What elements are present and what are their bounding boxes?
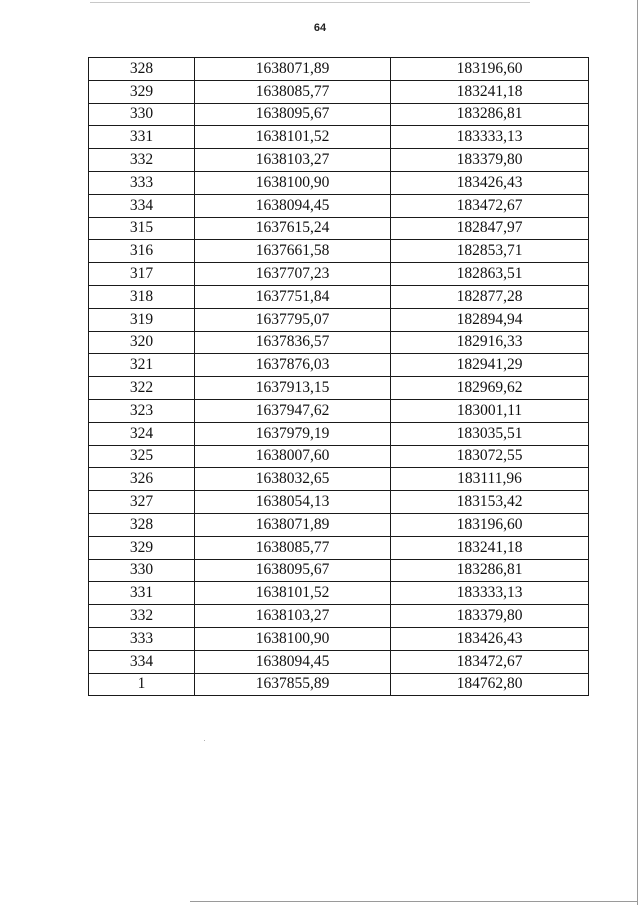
table-row (89, 377, 589, 400)
x-coordinate-cell: 1638071,89 (195, 513, 391, 536)
x-coordinate-cell: 1638032,65 (195, 468, 391, 491)
table-row (89, 513, 589, 536)
y-coordinate-cell: 183111,96 (391, 468, 589, 491)
point-number-cell: 331 (89, 582, 195, 605)
point-number-cell: 315 (89, 217, 195, 240)
x-coordinate-cell: 1638101,52 (195, 582, 391, 605)
y-coordinate-cell: 183426,43 (391, 171, 589, 194)
x-coordinate-cell: 1638095,67 (195, 103, 391, 126)
table-row (89, 627, 589, 650)
x-coordinate-cell: 1638094,45 (195, 650, 391, 673)
table-row (89, 240, 589, 263)
x-coordinate-cell: 1637979,19 (195, 422, 391, 445)
table-row (89, 263, 589, 286)
x-coordinate-cell: 1638094,45 (195, 194, 391, 217)
table-row (89, 308, 589, 331)
x-coordinate-cell: 1638007,60 (195, 445, 391, 468)
table-row (89, 582, 589, 605)
y-coordinate-cell: 183196,60 (391, 58, 589, 81)
y-coordinate-cell: 183241,18 (391, 80, 589, 103)
table-row (89, 491, 589, 514)
y-coordinate-cell: 183241,18 (391, 536, 589, 559)
y-coordinate-cell: 183001,11 (391, 399, 589, 422)
point-number-cell: 334 (89, 650, 195, 673)
point-number-cell: 319 (89, 308, 195, 331)
point-number-cell: 317 (89, 263, 195, 286)
x-coordinate-cell: 1638071,89 (195, 58, 391, 81)
table-row (89, 103, 589, 126)
table-row (89, 468, 589, 491)
page-number: 64 (313, 22, 327, 34)
y-coordinate-cell: 182847,97 (391, 217, 589, 240)
point-number-cell: 328 (89, 58, 195, 81)
x-coordinate-cell: 1637855,89 (195, 673, 391, 696)
point-number-cell: 332 (89, 149, 195, 172)
y-coordinate-cell: 184762,80 (391, 673, 589, 696)
x-coordinate-cell: 1638103,27 (195, 149, 391, 172)
y-coordinate-cell: 183472,67 (391, 194, 589, 217)
point-number-cell: 333 (89, 171, 195, 194)
table-row (89, 285, 589, 308)
table-row (89, 354, 589, 377)
point-number-cell: 322 (89, 377, 195, 400)
table-row (89, 399, 589, 422)
table-row (89, 650, 589, 673)
x-coordinate-cell: 1638101,52 (195, 126, 391, 149)
x-coordinate-cell: 1637707,23 (195, 263, 391, 286)
scan-edge-bottom (190, 901, 637, 902)
scan-edge-right (637, 0, 638, 905)
table-row (89, 673, 589, 696)
table-row (89, 149, 589, 172)
point-number-cell: 334 (89, 194, 195, 217)
table-row (89, 194, 589, 217)
x-coordinate-cell: 1638100,90 (195, 171, 391, 194)
table-row (89, 80, 589, 103)
coordinates-table-body (89, 58, 589, 696)
y-coordinate-cell: 183153,42 (391, 491, 589, 514)
point-number-cell: 330 (89, 559, 195, 582)
table-row (89, 536, 589, 559)
y-coordinate-cell: 182877,28 (391, 285, 589, 308)
y-coordinate-cell: 182969,62 (391, 377, 589, 400)
point-number-cell: 329 (89, 536, 195, 559)
x-coordinate-cell: 1638054,13 (195, 491, 391, 514)
point-number-cell: 320 (89, 331, 195, 354)
point-number-cell: 324 (89, 422, 195, 445)
table-row (89, 559, 589, 582)
coordinates-table (88, 57, 589, 696)
point-number-cell: 1 (89, 673, 195, 696)
scan-edge-top (90, 2, 530, 3)
y-coordinate-cell: 183379,80 (391, 149, 589, 172)
x-coordinate-cell: 1638103,27 (195, 605, 391, 628)
table-row (89, 445, 589, 468)
y-coordinate-cell: 182894,94 (391, 308, 589, 331)
point-number-cell: 329 (89, 80, 195, 103)
table-row (89, 171, 589, 194)
x-coordinate-cell: 1637876,03 (195, 354, 391, 377)
x-coordinate-cell: 1638100,90 (195, 627, 391, 650)
table-row (89, 422, 589, 445)
x-coordinate-cell: 1637661,58 (195, 240, 391, 263)
point-number-cell: 330 (89, 103, 195, 126)
y-coordinate-cell: 183035,51 (391, 422, 589, 445)
x-coordinate-cell: 1637795,07 (195, 308, 391, 331)
y-coordinate-cell: 183426,43 (391, 627, 589, 650)
y-coordinate-cell: 183072,55 (391, 445, 589, 468)
point-number-cell: 326 (89, 468, 195, 491)
x-coordinate-cell: 1637913,15 (195, 377, 391, 400)
y-coordinate-cell: 183472,67 (391, 650, 589, 673)
y-coordinate-cell: 182916,33 (391, 331, 589, 354)
y-coordinate-cell: 183379,80 (391, 605, 589, 628)
point-number-cell: 316 (89, 240, 195, 263)
y-coordinate-cell: 183333,13 (391, 582, 589, 605)
point-number-cell: 328 (89, 513, 195, 536)
y-coordinate-cell: 183333,13 (391, 126, 589, 149)
x-coordinate-cell: 1638095,67 (195, 559, 391, 582)
point-number-cell: 332 (89, 605, 195, 628)
table-row (89, 331, 589, 354)
x-coordinate-cell: 1637947,62 (195, 399, 391, 422)
scan-speck (204, 740, 205, 741)
y-coordinate-cell: 182941,29 (391, 354, 589, 377)
point-number-cell: 318 (89, 285, 195, 308)
point-number-cell: 325 (89, 445, 195, 468)
point-number-cell: 327 (89, 491, 195, 514)
point-number-cell: 321 (89, 354, 195, 377)
y-coordinate-cell: 183196,60 (391, 513, 589, 536)
table-row (89, 126, 589, 149)
x-coordinate-cell: 1637836,57 (195, 331, 391, 354)
point-number-cell: 331 (89, 126, 195, 149)
table-row (89, 217, 589, 240)
table-row (89, 605, 589, 628)
point-number-cell: 333 (89, 627, 195, 650)
x-coordinate-cell: 1638085,77 (195, 536, 391, 559)
y-coordinate-cell: 183286,81 (391, 103, 589, 126)
y-coordinate-cell: 183286,81 (391, 559, 589, 582)
point-number-cell: 323 (89, 399, 195, 422)
y-coordinate-cell: 182863,51 (391, 263, 589, 286)
x-coordinate-cell: 1638085,77 (195, 80, 391, 103)
y-coordinate-cell: 182853,71 (391, 240, 589, 263)
table-row (89, 58, 589, 81)
x-coordinate-cell: 1637751,84 (195, 285, 391, 308)
x-coordinate-cell: 1637615,24 (195, 217, 391, 240)
